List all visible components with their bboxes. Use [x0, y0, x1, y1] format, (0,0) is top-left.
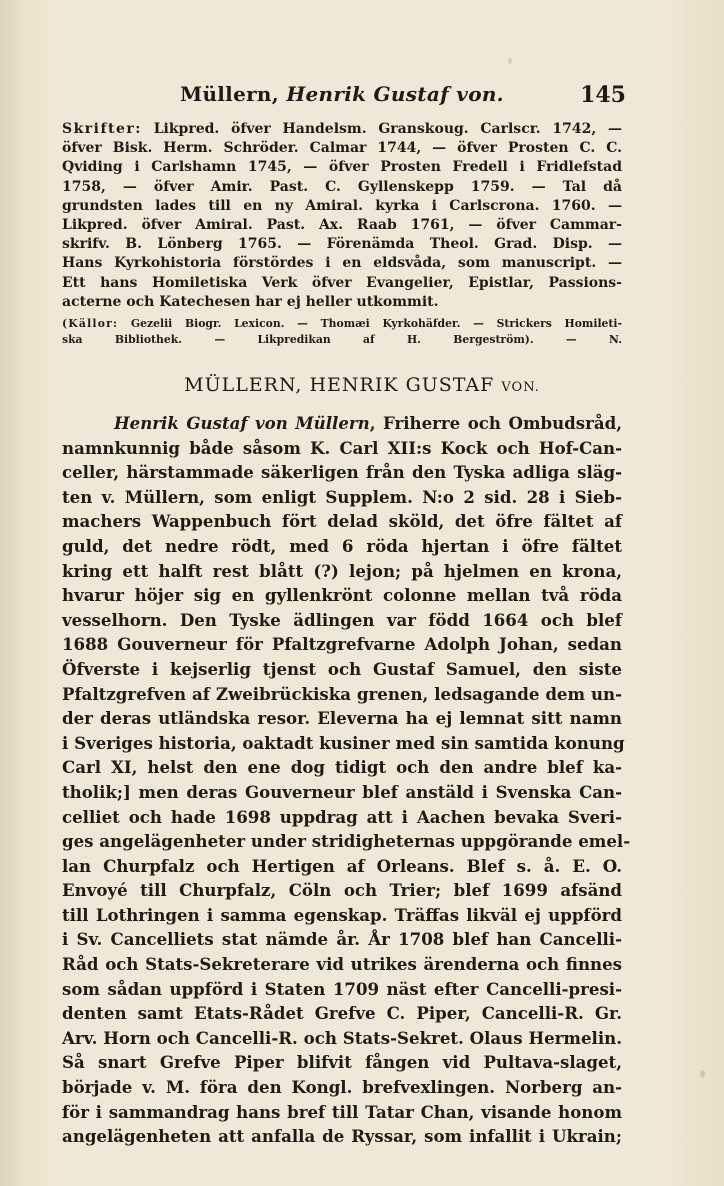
- body-line: Råd och Stats-Sekreterare vid utrikes ärenderna och finnes: [62, 954, 622, 975]
- body-line: Henrik Gustaf von Müllern, Friherre och Ombudsråd,: [114, 413, 622, 433]
- works-line: skrifv. B. Lönberg 1765. — Förenämda Theol. Grad. Disp. —: [62, 236, 622, 253]
- sources-lead-label: (Källor:: [62, 317, 119, 330]
- body-line: Öfverste i kejserlig tjenst och Gustaf Samuel, den siste: [62, 658, 622, 679]
- body-line: kring ett halft rest blått (?) lejon; på hjelmen en krona,: [62, 560, 622, 581]
- body-line: ten v. Müllern, som enligt Supplem. N:o 2 sid. 28 i Sieb-: [62, 486, 622, 507]
- body-line: Så snart Grefve Piper blifvit fången vid Pultava-slaget,: [62, 1052, 622, 1073]
- running-header: [60, 82, 626, 112]
- body-line: machers Wappenbuch fört delad sköld, det öfre fältet af: [62, 511, 622, 532]
- works-line: acterne och Katechesen har ej heller utkommit.: [62, 293, 439, 310]
- body-line: celliet och hade 1698 uppdrag att i Aachen bevaka Sveri-: [62, 806, 622, 827]
- works-line: grundsten lades till en ny Amiral. kyrka i Carlscrona. 1760. —: [62, 197, 622, 214]
- works-line: öfver Bisk. Herm. Schröder. Calmar 1744, — öfver Prosten C. C.: [62, 140, 622, 157]
- body-line: ges angelägenheter under stridigheternas uppgörande emel-: [62, 831, 631, 852]
- works-line: Ett hans Homiletiska Verk öfver Evangelier, Epistlar, Passions-: [62, 274, 622, 291]
- works-paragraph: [62, 120, 622, 312]
- body-line: guld, det nedre rödt, med 6 röda hjertan i öfre fältet: [62, 535, 622, 556]
- body-line: började v. M. föra den Kongl. brefvexlingen. Norberg an-: [62, 1077, 622, 1098]
- section-heading: [0, 374, 724, 396]
- body-line: tholik;] men deras Gouverneur blef anstäld i Svenska Can-: [62, 781, 622, 802]
- body-line: angelägenheten att anfalla de Ryssar, som infallit i Ukrain;: [62, 1126, 622, 1147]
- section-heading-von: VON.: [501, 380, 540, 395]
- body-line: lan Churpfalz och Hertigen af Orleans. Blef s. å. E. O.: [62, 855, 622, 876]
- subject-name: Henrik Gustaf von Müllern: [114, 413, 370, 433]
- body-line: Arv. Horn och Cancelli-R. och Stats-Sekret. Olaus Hermelin.: [62, 1027, 622, 1048]
- works-line: Qviding i Carlshamn 1745, — öfver Prosten Fredell i Fridlefstad: [62, 159, 622, 176]
- body-line: vesselhorn. Den Tyske ädlingen var född 1664 och blef: [62, 609, 622, 630]
- body-line: i Sv. Cancelliets stat nämde år. År 1708 blef han Cancelli-: [62, 929, 622, 950]
- body-line: celler, härstammade säkerligen från den Tyska adliga släg-: [62, 462, 622, 483]
- body-line: som sådan uppförd i Staten 1709 näst efter Cancelli-presi-: [62, 978, 622, 999]
- body-line: Envoyé till Churpfalz, Cöln och Trier; blef 1699 afsänd: [62, 880, 622, 901]
- biography-paragraph: [62, 411, 631, 1149]
- sources-line: ska Bibliothek. — Likpredikan af H. Bergeström). — N.: [62, 332, 622, 346]
- works-line: Hans Kyrkohistoria förstördes i en eldsvåda, som manuscript. —: [62, 255, 622, 272]
- running-title-surname: Müllern,: [180, 82, 280, 106]
- body-line: namnkunnig både såsom K. Carl XII:s Kock och Hof-Can-: [62, 437, 622, 458]
- sources-line: (Källor: Gezelii Biogr. Lexicon. — Thomæi Kyrkohäfder. — Strickers Homileti-: [62, 317, 622, 330]
- body-line: 1688 Gouverneur för Pfaltzgrefvarne Adolph Johan, sedan: [62, 634, 622, 655]
- body-line: i Sveriges historia, oaktadt kusiner med sin samtida konung: [62, 732, 625, 753]
- body-line: der deras utländska resor. Eleverna ha ej lemnat sitt namn: [62, 708, 622, 729]
- body-line: Pfaltzgrefven af Zweibrückiska grenen, ledsagande dem un-: [62, 683, 622, 704]
- works-lead-label: Skrifter:: [62, 121, 142, 137]
- running-title-given-names: Henrik Gustaf von.: [286, 82, 504, 106]
- works-line: 1758, — öfver Amir. Past. C. Gyllenskepp 1759. — Tal då: [62, 178, 622, 195]
- section-heading-name: MÜLLERN, HENRIK GUSTAF: [184, 374, 495, 396]
- running-title: [180, 82, 504, 106]
- body-line: denten samt Etats-Rådet Grefve C. Piper, Cancelli-R. Gr.: [62, 1003, 622, 1024]
- works-line: Likpred. öfver Amiral. Past. Ax. Raab 1761, — öfver Cammar-: [62, 217, 622, 234]
- body-line: till Lothringen i samma egenskap. Träffas likväl ej uppförd: [62, 904, 622, 925]
- works-line: Skrifter: Likpred. öfver Handelsm. Granskoug. Carlscr. 1742, —: [62, 121, 622, 137]
- paper-spot: [700, 1070, 705, 1078]
- body-line: hvarur höjer sig en gyllenkrönt colonne mellan två röda: [62, 585, 622, 606]
- paper-spot: [508, 58, 512, 64]
- body-line: Carl XI, helst den ene dog tidigt och den andre blef ka-: [62, 757, 622, 778]
- sources-note: [62, 316, 622, 347]
- body-line: för i sammandrag hans bref till Tatar Chan, visande honom: [62, 1101, 622, 1122]
- page-number: 145: [580, 82, 626, 108]
